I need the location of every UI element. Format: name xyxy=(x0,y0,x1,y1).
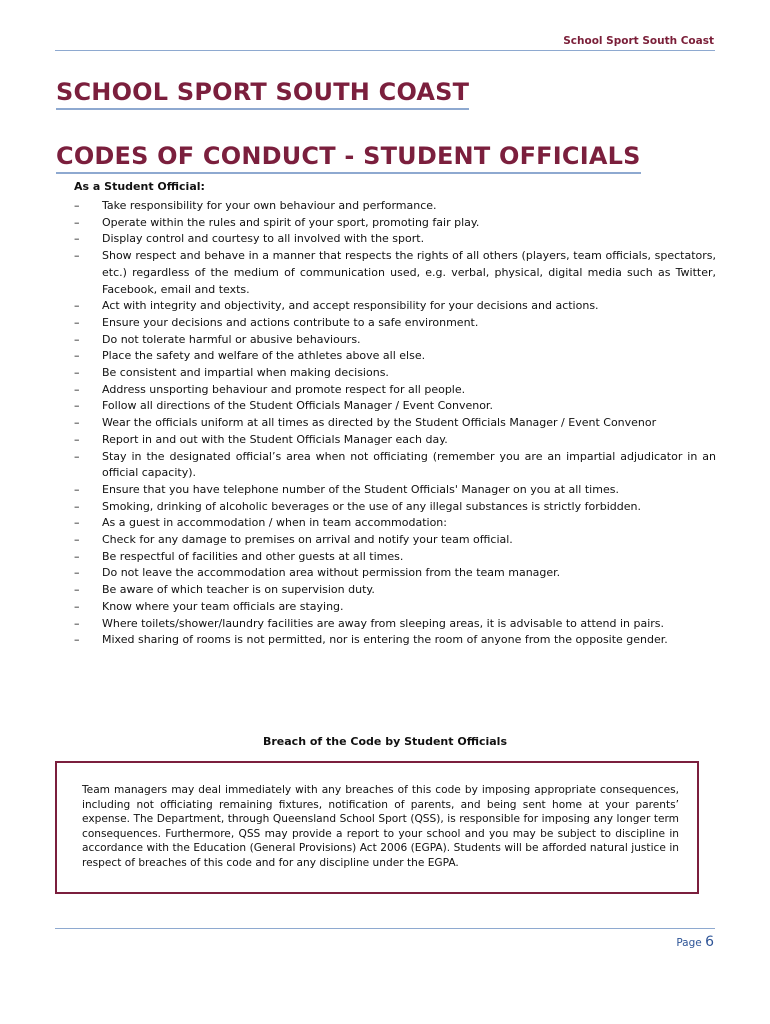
list-item-text: Ensure that you have telephone number of the Student Officials' Manager on you at all times. xyxy=(102,482,619,496)
footer-rule xyxy=(55,928,715,929)
dash-bullet: – xyxy=(74,533,80,547)
list-item xyxy=(74,298,716,315)
list-item xyxy=(74,198,716,215)
breach-box xyxy=(55,761,699,894)
list-item xyxy=(74,365,716,382)
list-item xyxy=(74,332,716,349)
dash-bullet: – xyxy=(74,299,80,313)
list-item xyxy=(74,482,716,499)
list-item xyxy=(74,248,716,298)
dash-bullet: – xyxy=(74,232,80,246)
dash-bullet: – xyxy=(74,332,80,346)
list-item-text: Be aware of which teacher is on supervision duty. xyxy=(102,583,375,597)
dash-bullet: – xyxy=(74,449,80,463)
dash-bullet: – xyxy=(74,566,80,580)
dash-bullet: – xyxy=(74,432,80,446)
list-item xyxy=(74,415,716,432)
list-item-text: Report in and out with the Student Officials Manager each day. xyxy=(102,432,448,446)
list-item-text: Stay in the designated official’s area when not officiating (remember you are an impartial adjudicator in an official capacity). xyxy=(102,449,716,480)
list-item-text: Show respect and behave in a manner that respects the rights of all others (players, team officials, spectators, etc.) regardless of the medium of communication used, e.g. verbal, physical, digital media such as Twitter, Facebook, email and texts. xyxy=(102,249,716,296)
list-item-text: Wear the officials uniform at all times as directed by the Student Officials Manager / Event Convenor xyxy=(102,416,657,430)
list-item-text: Place the safety and welfare of the athletes above all else. xyxy=(102,349,426,363)
list-item xyxy=(74,432,716,449)
page-title: SCHOOL SPORT SOUTH COAST xyxy=(56,78,469,110)
list-item-text: Do not leave the accommodation area without permission from the team manager. xyxy=(102,566,561,580)
dash-bullet: – xyxy=(74,516,80,530)
dash-bullet: – xyxy=(74,416,80,430)
dash-bullet: – xyxy=(74,199,80,212)
dash-bullet: – xyxy=(74,583,80,597)
list-item-text: As a guest in accommodation / when in team accommodation: xyxy=(102,516,447,530)
breach-heading: Breach of the Code by Student Officials xyxy=(262,735,507,748)
list-item-text: Do not tolerate harmful or abusive behaviours. xyxy=(102,332,361,346)
page-number xyxy=(676,934,714,950)
dash-bullet: – xyxy=(74,549,80,563)
header-rule xyxy=(55,50,715,51)
list-item xyxy=(74,549,716,566)
list-item xyxy=(74,582,716,599)
page-number-value: 6 xyxy=(705,934,714,950)
dash-bullet: – xyxy=(74,215,80,229)
dash-bullet: – xyxy=(74,315,80,329)
list-item-text: Be consistent and impartial when making decisions. xyxy=(102,366,389,380)
dash-bullet: – xyxy=(74,249,80,263)
dash-bullet: – xyxy=(74,633,80,647)
list-item-text: Address unsporting behaviour and promote respect for all people. xyxy=(102,382,466,396)
list-item xyxy=(74,348,716,365)
dash-bullet: – xyxy=(74,499,80,513)
list-item xyxy=(74,532,716,549)
list-item-text: Mixed sharing of rooms is not permitted, nor is entering the room of anyone from the opposite gender. xyxy=(102,633,668,647)
list-item-text: Ensure your decisions and actions contribute to a safe environment. xyxy=(102,315,479,329)
conduct-list xyxy=(74,198,716,649)
list-item-text: Display control and courtesy to all involved with the sport. xyxy=(102,232,425,246)
list-item-text: Check for any damage to premises on arrival and notify your team official. xyxy=(102,533,513,547)
dash-bullet: – xyxy=(74,382,80,396)
dash-bullet: – xyxy=(74,349,80,363)
list-item-text: Follow all directions of the Student Officials Manager / Event Convenor. xyxy=(102,399,493,413)
list-item-text: Be respectful of facilities and other guests at all times. xyxy=(102,549,404,563)
list-item-text: Where toilets/shower/laundry facilities are away from sleeping areas, it is advisable to attend in pairs. xyxy=(102,616,665,630)
running-header: School Sport South Coast xyxy=(563,35,714,47)
dash-bullet: – xyxy=(74,482,80,496)
list-item xyxy=(74,231,716,248)
dash-bullet: – xyxy=(74,366,80,380)
list-item xyxy=(74,449,716,482)
list-item xyxy=(74,632,716,649)
list-item xyxy=(74,315,716,332)
breach-text: Team managers may deal immediately with any breaches of this code by imposing appropriate consequences, including not officiating remaining fixtures, notification of parents, and being sent home at your parents’ expense. The Department, through Queensland School Sport (QSS), is responsible for imposing any longer term consequences. Furthermore, QSS may provide a report to your school and you may be subject to discipline in accordance with the Education (General Provisions) Act 2006 (EGPA). Students will be afforded natural justice in respect of breaches of this code and for any discipline under the EGPA. xyxy=(82,784,679,869)
dash-bullet: – xyxy=(74,616,80,630)
page-subtitle: CODES OF CONDUCT - STUDENT OFFICIALS xyxy=(56,142,641,174)
list-item xyxy=(74,565,716,582)
list-item xyxy=(74,382,716,399)
list-item-text: Know where your team officials are staying. xyxy=(102,599,344,613)
dash-bullet: – xyxy=(74,399,80,413)
list-item xyxy=(74,398,716,415)
list-item-text: Act with integrity and objectivity, and accept responsibility for your decisions and actions. xyxy=(102,299,599,313)
list-item-text: Operate within the rules and spirit of your sport, promoting fair play. xyxy=(102,215,480,229)
intro-heading: As a Student Official: xyxy=(74,180,205,193)
list-item-text: Take responsibility for your own behaviour and performance. xyxy=(102,199,437,212)
list-item xyxy=(74,515,716,532)
dash-bullet: – xyxy=(74,599,80,613)
list-item xyxy=(74,499,716,516)
list-item-text: Smoking, drinking of alcoholic beverages or the use of any illegal substances is strictly forbidden. xyxy=(102,499,641,513)
list-item xyxy=(74,215,716,232)
list-item xyxy=(74,616,716,633)
page-label: Page xyxy=(676,937,702,949)
list-item xyxy=(74,599,716,616)
